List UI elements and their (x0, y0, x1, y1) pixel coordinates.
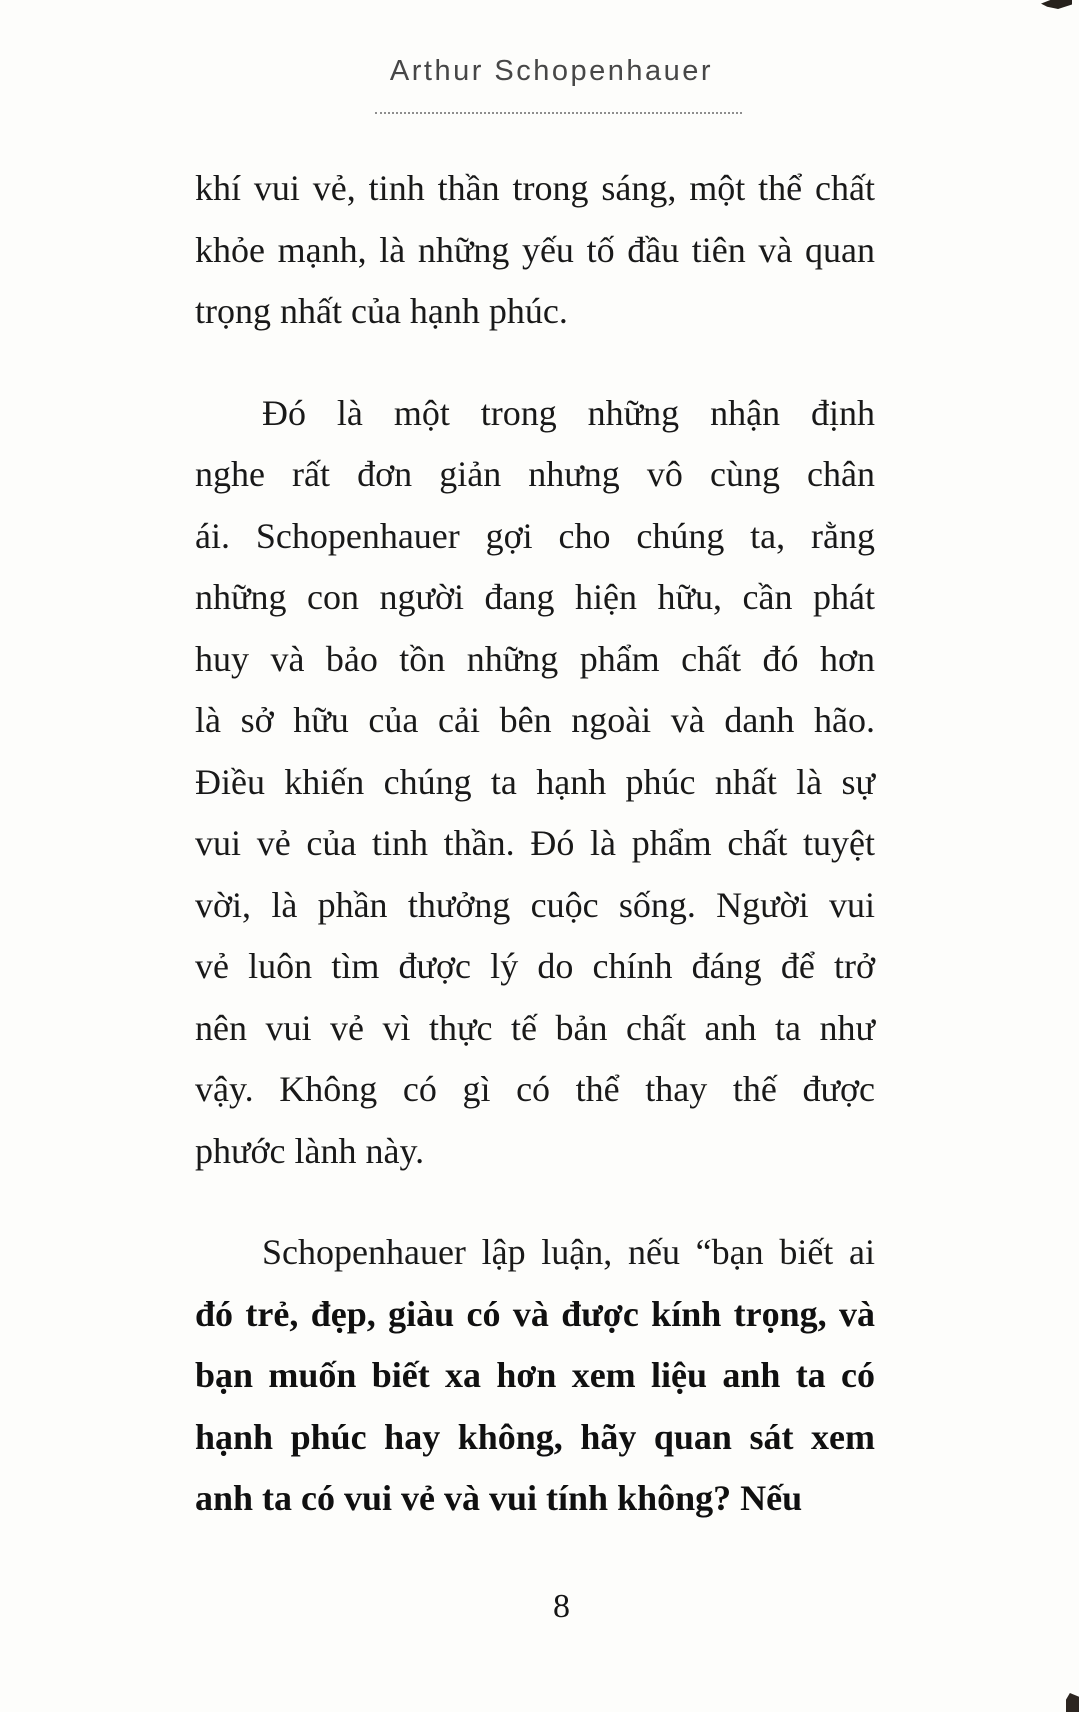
paragraph (195, 158, 875, 343)
text-line: khí vui vẻ, tinh thần trong sáng, một thể chất (195, 168, 875, 208)
text-line: nghe rất đơn giản nhưng vô cùng chân (195, 454, 875, 494)
page-number: 8 (553, 1588, 570, 1625)
text-line: vậy. Không có gì có thể thay thế được (195, 1069, 875, 1109)
text-line: Đó là một trong những nhận định (262, 392, 875, 433)
paragraph (195, 1222, 875, 1530)
text-line: trọng nhất của hạnh phúc. (195, 291, 568, 331)
text-line: phước lành này. (195, 1130, 425, 1171)
text-line: vời, là phần thưởng cuộc sống. Người vui (195, 884, 875, 925)
text-line: là sở hữu của cải bên ngoài và danh hão. (195, 700, 875, 740)
text-line: Schopenhauer lập luận, nếu “bạn biết ai (262, 1232, 875, 1272)
text-line: Điều khiến chúng ta hạnh phúc nhất là sự (195, 761, 875, 802)
scan-artifact-top-right (1041, 0, 1072, 9)
text-line: nên vui vẻ vì thực tế bản chất anh ta như (195, 1007, 875, 1048)
text-line: hạnh phúc hay không, hãy quan sát xem (195, 1416, 875, 1457)
body-text (195, 158, 875, 1530)
text-line: ái. Schopenhauer gợi cho chúng ta, rằng (195, 515, 875, 556)
text-line: những con người đang hiện hữu, cần phát (195, 577, 875, 617)
running-header-author: Arthur Schopenhauer (389, 55, 714, 87)
text-line: bạn muốn biết xa hơn xem liệu anh ta có (195, 1355, 875, 1395)
text-line: vẻ luôn tìm được lý do chính đáng để trở (195, 946, 875, 986)
text-line: anh ta có vui vẻ và vui tính không? Nếu (195, 1478, 803, 1518)
text-line: khỏe mạnh, là những yếu tố đầu tiên và quan (195, 229, 875, 270)
scan-artifact-bottom-right (1066, 1693, 1079, 1712)
text-line: vui vẻ của tinh thần. Đó là phẩm chất tuyệt (195, 823, 875, 863)
text-line: đó trẻ, đẹp, giàu có và được kính trọng, và (195, 1293, 875, 1334)
text-line: huy và bảo tồn những phẩm chất đó hơn (195, 638, 875, 679)
paragraph (195, 383, 875, 1183)
header-divider (375, 112, 742, 114)
